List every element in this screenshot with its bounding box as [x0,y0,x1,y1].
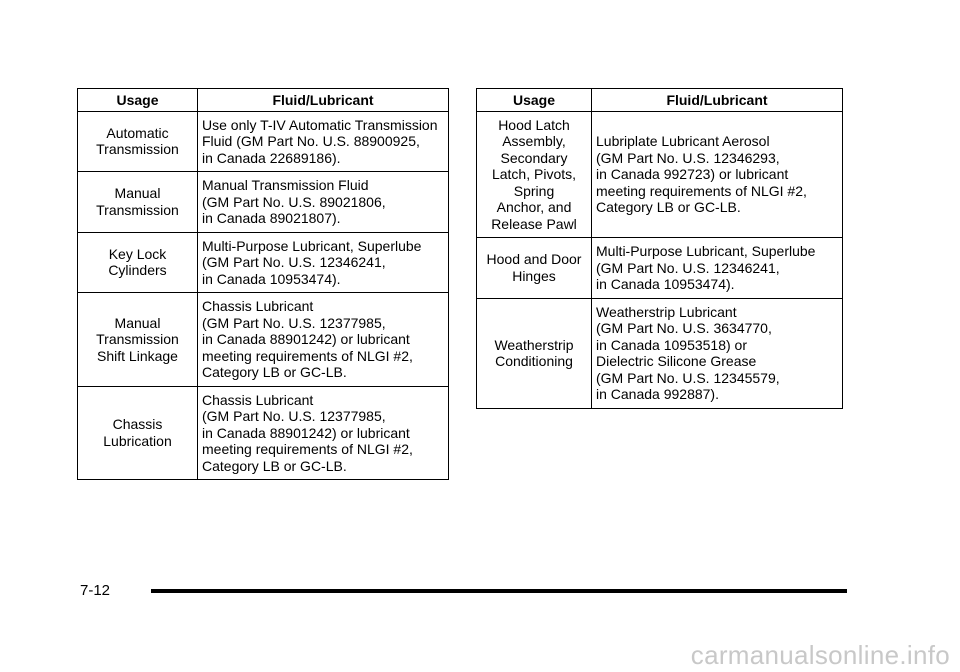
fluid-line: (GM Part No. U.S. 3634770, [596,320,772,336]
usage-line: Key Lock [108,245,167,262]
fluid-line: (GM Part No. U.S. 89021806, [202,193,386,210]
table-row [78,111,449,172]
fluid-line: Fluid (GM Part No. U.S. 88900925, [202,133,420,149]
fluid-line: in Canada 89021807). [202,210,341,226]
usage-line: Assembly, [502,133,566,149]
lubricant-table-left [77,88,449,480]
usage-line: Manual [114,314,161,331]
fluid-line: meeting requirements of NLGI #2, [596,182,807,199]
table-row [78,293,449,387]
usage-line: Manual [114,185,161,202]
fluid-cell [592,238,843,299]
table-row [477,298,843,408]
fluid-cell [592,298,843,408]
fluid-line: Chassis Lubricant [202,298,314,314]
usage-line: Release Pawl [491,215,577,232]
usage-line: Cylinders [108,262,167,279]
usage-cell [78,232,198,293]
usage-line: Hinges [512,267,556,284]
fluid-line: in Canada 22689186). [202,149,341,166]
usage-line: Automatic [106,124,169,141]
fluid-line: (GM Part No. U.S. 12346241, [202,254,386,270]
usage-cell [477,238,592,299]
table-row [78,232,449,293]
usage-line: Conditioning [495,353,573,369]
table-row [78,172,449,233]
usage-cell [78,293,198,387]
table-header-row [78,89,449,112]
page-number: 7-12 [80,582,111,599]
usage-line: Transmission [96,331,179,347]
fluid-line: Dielectric Silicone Grease [596,353,757,369]
table-row [477,238,843,299]
fluid-column-header: Fluid/Lubricant [592,89,843,112]
fluid-line: Category LB or GC-LB. [202,457,347,474]
usage-line: Lubrication [103,432,172,449]
fluid-cell [198,293,449,387]
footer-rule [151,589,847,593]
fluid-line: meeting requirements of NLGI #2, [202,347,413,364]
usage-line: Anchor, and [496,199,572,215]
fluid-line: Manual Transmission Fluid [202,177,369,193]
table-header-row [477,89,843,112]
fluid-line: Lubriplate Lubricant Aerosol [596,133,770,149]
fluid-line: in Canada 10953518) or [596,336,748,353]
usage-cell [78,386,198,480]
usage-line: Weatherstrip [494,336,574,353]
usage-line: Hood Latch [498,116,570,133]
fluid-cell [592,111,843,238]
fluid-line: Use only T-IV Automatic Transmission [202,116,438,133]
usage-line: Spring [513,182,555,199]
fluid-line: in Canada 10953474). [202,270,341,287]
fluid-cell [198,386,449,480]
table-row [78,386,449,480]
usage-line: Latch, Pivots, [491,166,577,182]
usage-line: Chassis [112,416,163,433]
fluid-line: (GM Part No. U.S. 12377985, [202,408,386,424]
fluid-line: in Canada 992723) or lubricant [596,166,789,182]
usage-line: Hood and Door [486,251,582,268]
fluid-line: in Canada 88901242) or lubricant [202,331,410,347]
fluid-line: (GM Part No. U.S. 12345579, [596,369,780,386]
fluid-line: Weatherstrip Lubricant [596,303,737,320]
usage-line: Transmission [96,141,179,158]
fluid-line: in Canada 10953474). [596,276,735,292]
usage-line: Transmission [96,201,179,218]
watermark: carmanualsonline.info [690,640,950,670]
fluid-line: in Canada 88901242) or lubricant [202,424,410,441]
lubricant-table-right [476,88,843,409]
fluid-line: Category LB or GC-LB. [596,199,741,215]
usage-column-header: Usage [477,89,592,112]
usage-column-header: Usage [78,89,198,112]
fluid-line: (GM Part No. U.S. 12346293, [596,149,780,166]
usage-cell [78,111,198,172]
fluid-line: Multi-Purpose Lubricant, Superlube [596,243,816,259]
fluid-line: (GM Part No. U.S. 12346241, [596,259,780,276]
fluid-line: Chassis Lubricant [202,391,314,408]
fluid-line: meeting requirements of NLGI #2, [202,441,413,457]
usage-cell [477,111,592,238]
table-row [477,111,843,238]
usage-cell [477,298,592,408]
fluid-cell [198,232,449,293]
usage-line: Secondary [500,149,568,166]
usage-cell [78,172,198,233]
fluid-cell [198,111,449,172]
fluid-line: in Canada 992887). [596,386,719,402]
fluid-line: Category LB or GC-LB. [202,364,347,380]
fluid-column-header: Fluid/Lubricant [198,89,449,112]
usage-line: Shift Linkage [97,347,178,364]
fluid-line: Multi-Purpose Lubricant, Superlube [202,237,422,254]
fluid-cell [198,172,449,233]
fluid-line: (GM Part No. U.S. 12377985, [202,314,386,331]
